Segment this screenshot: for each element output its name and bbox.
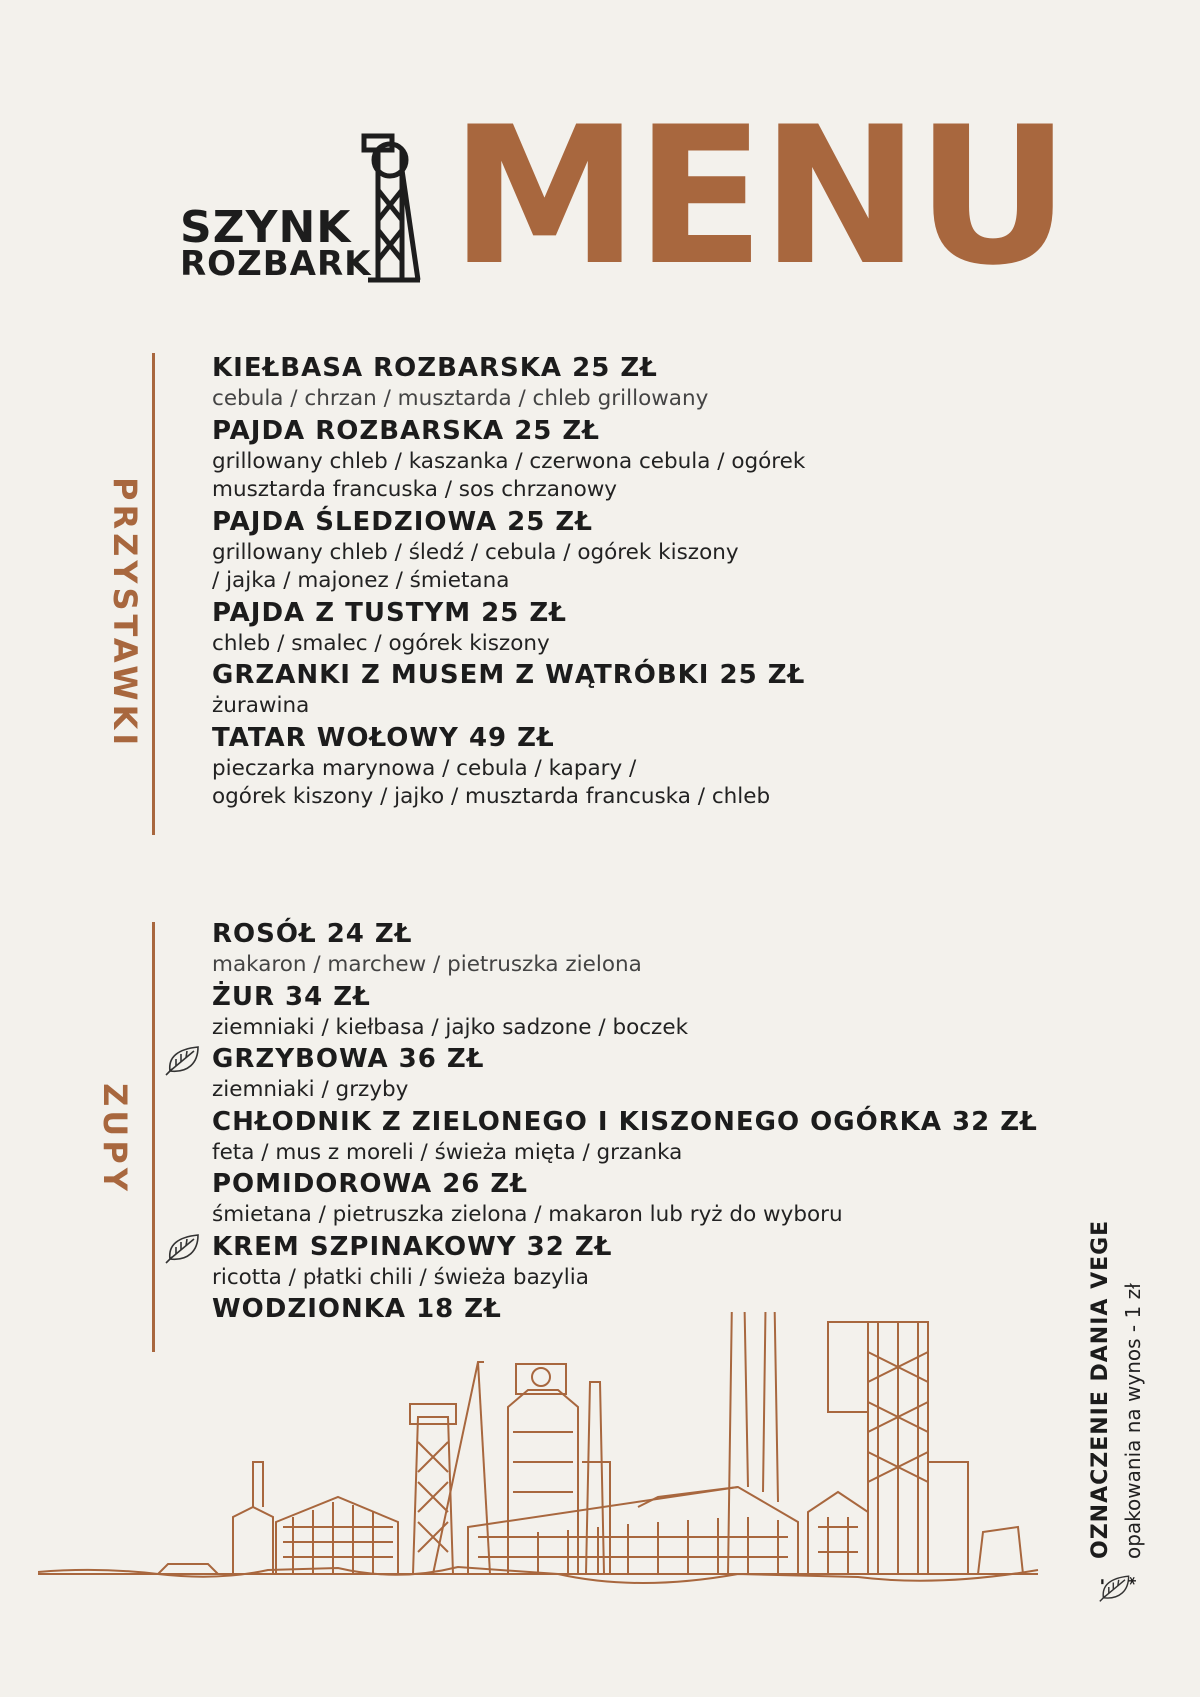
item-title: GRZANKI Z MUSEM Z WĄTRÓBKI 25 ZŁ xyxy=(212,660,806,690)
section-divider-zupy xyxy=(152,922,155,1352)
item-desc: / jajka / majonez / śmietana xyxy=(212,568,510,593)
menu-item xyxy=(212,1042,1038,1105)
legend-takeaway-label: opakowania na wynos - 1 zł xyxy=(1121,1283,1145,1559)
menu-item xyxy=(212,414,805,505)
item-desc: pieczarka marynowa / cebula / kapary / xyxy=(212,755,637,781)
item-title: ŻUR 34 ZŁ xyxy=(212,981,371,1012)
menu-item xyxy=(212,980,1038,1043)
item-title: PAJDA Z TUSTYM 25 ZŁ xyxy=(212,597,567,628)
item-desc: ogórek kiszony / jajko / musztarda francuska / chleb xyxy=(212,784,771,809)
item-desc: chleb / smalec / ogórek kiszony xyxy=(212,630,550,656)
item-title: TATAR WOŁOWY 49 ZŁ xyxy=(212,722,555,753)
item-desc: feta / mus z moreli / świeża mięta / grzanka xyxy=(212,1139,683,1165)
brand-line2: ROZBARK xyxy=(180,244,372,284)
legend-takeaway xyxy=(1117,1220,1149,1585)
item-title: CHŁODNIK Z ZIELONEGO I KISZONEGO OGÓRKA 32 ZŁ xyxy=(212,1106,1038,1137)
item-desc: śmietana / pietruszka zielona / makaron lub ryż do wyboru xyxy=(212,1202,843,1227)
item-desc: ziemniaki / kiełbasa / jajko sadzone / boczek xyxy=(212,1014,689,1040)
menu-item xyxy=(212,721,805,812)
legend xyxy=(1085,1220,1149,1585)
item-desc: ricotta / płatki chili / świeża bazylia xyxy=(212,1264,589,1290)
legend-takeaway-mark: * xyxy=(1125,1576,1144,1585)
item-title-text: GRZYBOWA 36 ZŁ xyxy=(212,1044,485,1074)
item-title-text: KREM SZPINAKOWY 32 ZŁ xyxy=(212,1231,613,1262)
item-title: WODZIONKA 18 ZŁ xyxy=(212,1294,502,1324)
item-desc: makaron / marchew / pietruszka zielona xyxy=(212,952,642,977)
section-label-zupy: ZUPY xyxy=(96,1083,134,1195)
menu-item xyxy=(212,351,805,414)
item-title: POMIDOROWA 26 ZŁ xyxy=(212,1169,528,1199)
menu-item xyxy=(212,1230,1038,1293)
section-zupy xyxy=(212,917,1038,1326)
item-desc: żurawina xyxy=(212,693,310,718)
item-desc: ziemniaki / grzyby xyxy=(212,1077,409,1102)
menu-item xyxy=(212,1105,1038,1168)
menu-item xyxy=(212,658,805,721)
legend-vege-label: OZNACZENIE DANIA VEGE xyxy=(1088,1219,1113,1559)
section-przystawki xyxy=(212,351,805,812)
item-title xyxy=(212,1042,1038,1076)
menu-title: MENU xyxy=(450,86,1067,307)
leaf-icon xyxy=(164,1041,204,1077)
item-title xyxy=(212,1230,1038,1264)
item-desc: musztarda francuska / sos chrzanowy xyxy=(212,477,618,502)
item-title: PAJDA ŚLEDZIOWA 25 ZŁ xyxy=(212,506,593,537)
menu-item xyxy=(212,1167,1038,1230)
legend-vege-mark: - xyxy=(1092,1578,1111,1585)
item-title: PAJDA ROZBARSKA 25 ZŁ xyxy=(212,415,600,446)
menu-item xyxy=(212,917,1038,980)
menu-item xyxy=(212,505,805,596)
mine-shaft-tower-icon xyxy=(358,130,422,290)
item-title: KIEŁBASA ROZBARSKA 25 ZŁ xyxy=(212,353,658,383)
item-desc: grillowany chleb / kaszanka / czerwona cebula / ogórek xyxy=(212,448,806,474)
section-label-przystawki: PRZYSTAWKI xyxy=(106,477,144,750)
item-title: ROSÓŁ 24 ZŁ xyxy=(212,919,413,949)
menu-item xyxy=(212,596,805,659)
item-desc: cebula / chrzan / musztarda / chleb grillowany xyxy=(212,386,709,411)
brand-logo xyxy=(180,130,430,290)
legend-vege xyxy=(1085,1220,1117,1585)
skyline-illustration xyxy=(38,1312,1068,1612)
item-desc: grillowany chleb / śledź / cebula / ogórek kiszony xyxy=(212,539,739,565)
brand-line1: SZYNK xyxy=(180,202,352,253)
leaf-icon xyxy=(164,1229,204,1265)
section-divider-przystawki xyxy=(152,353,155,835)
